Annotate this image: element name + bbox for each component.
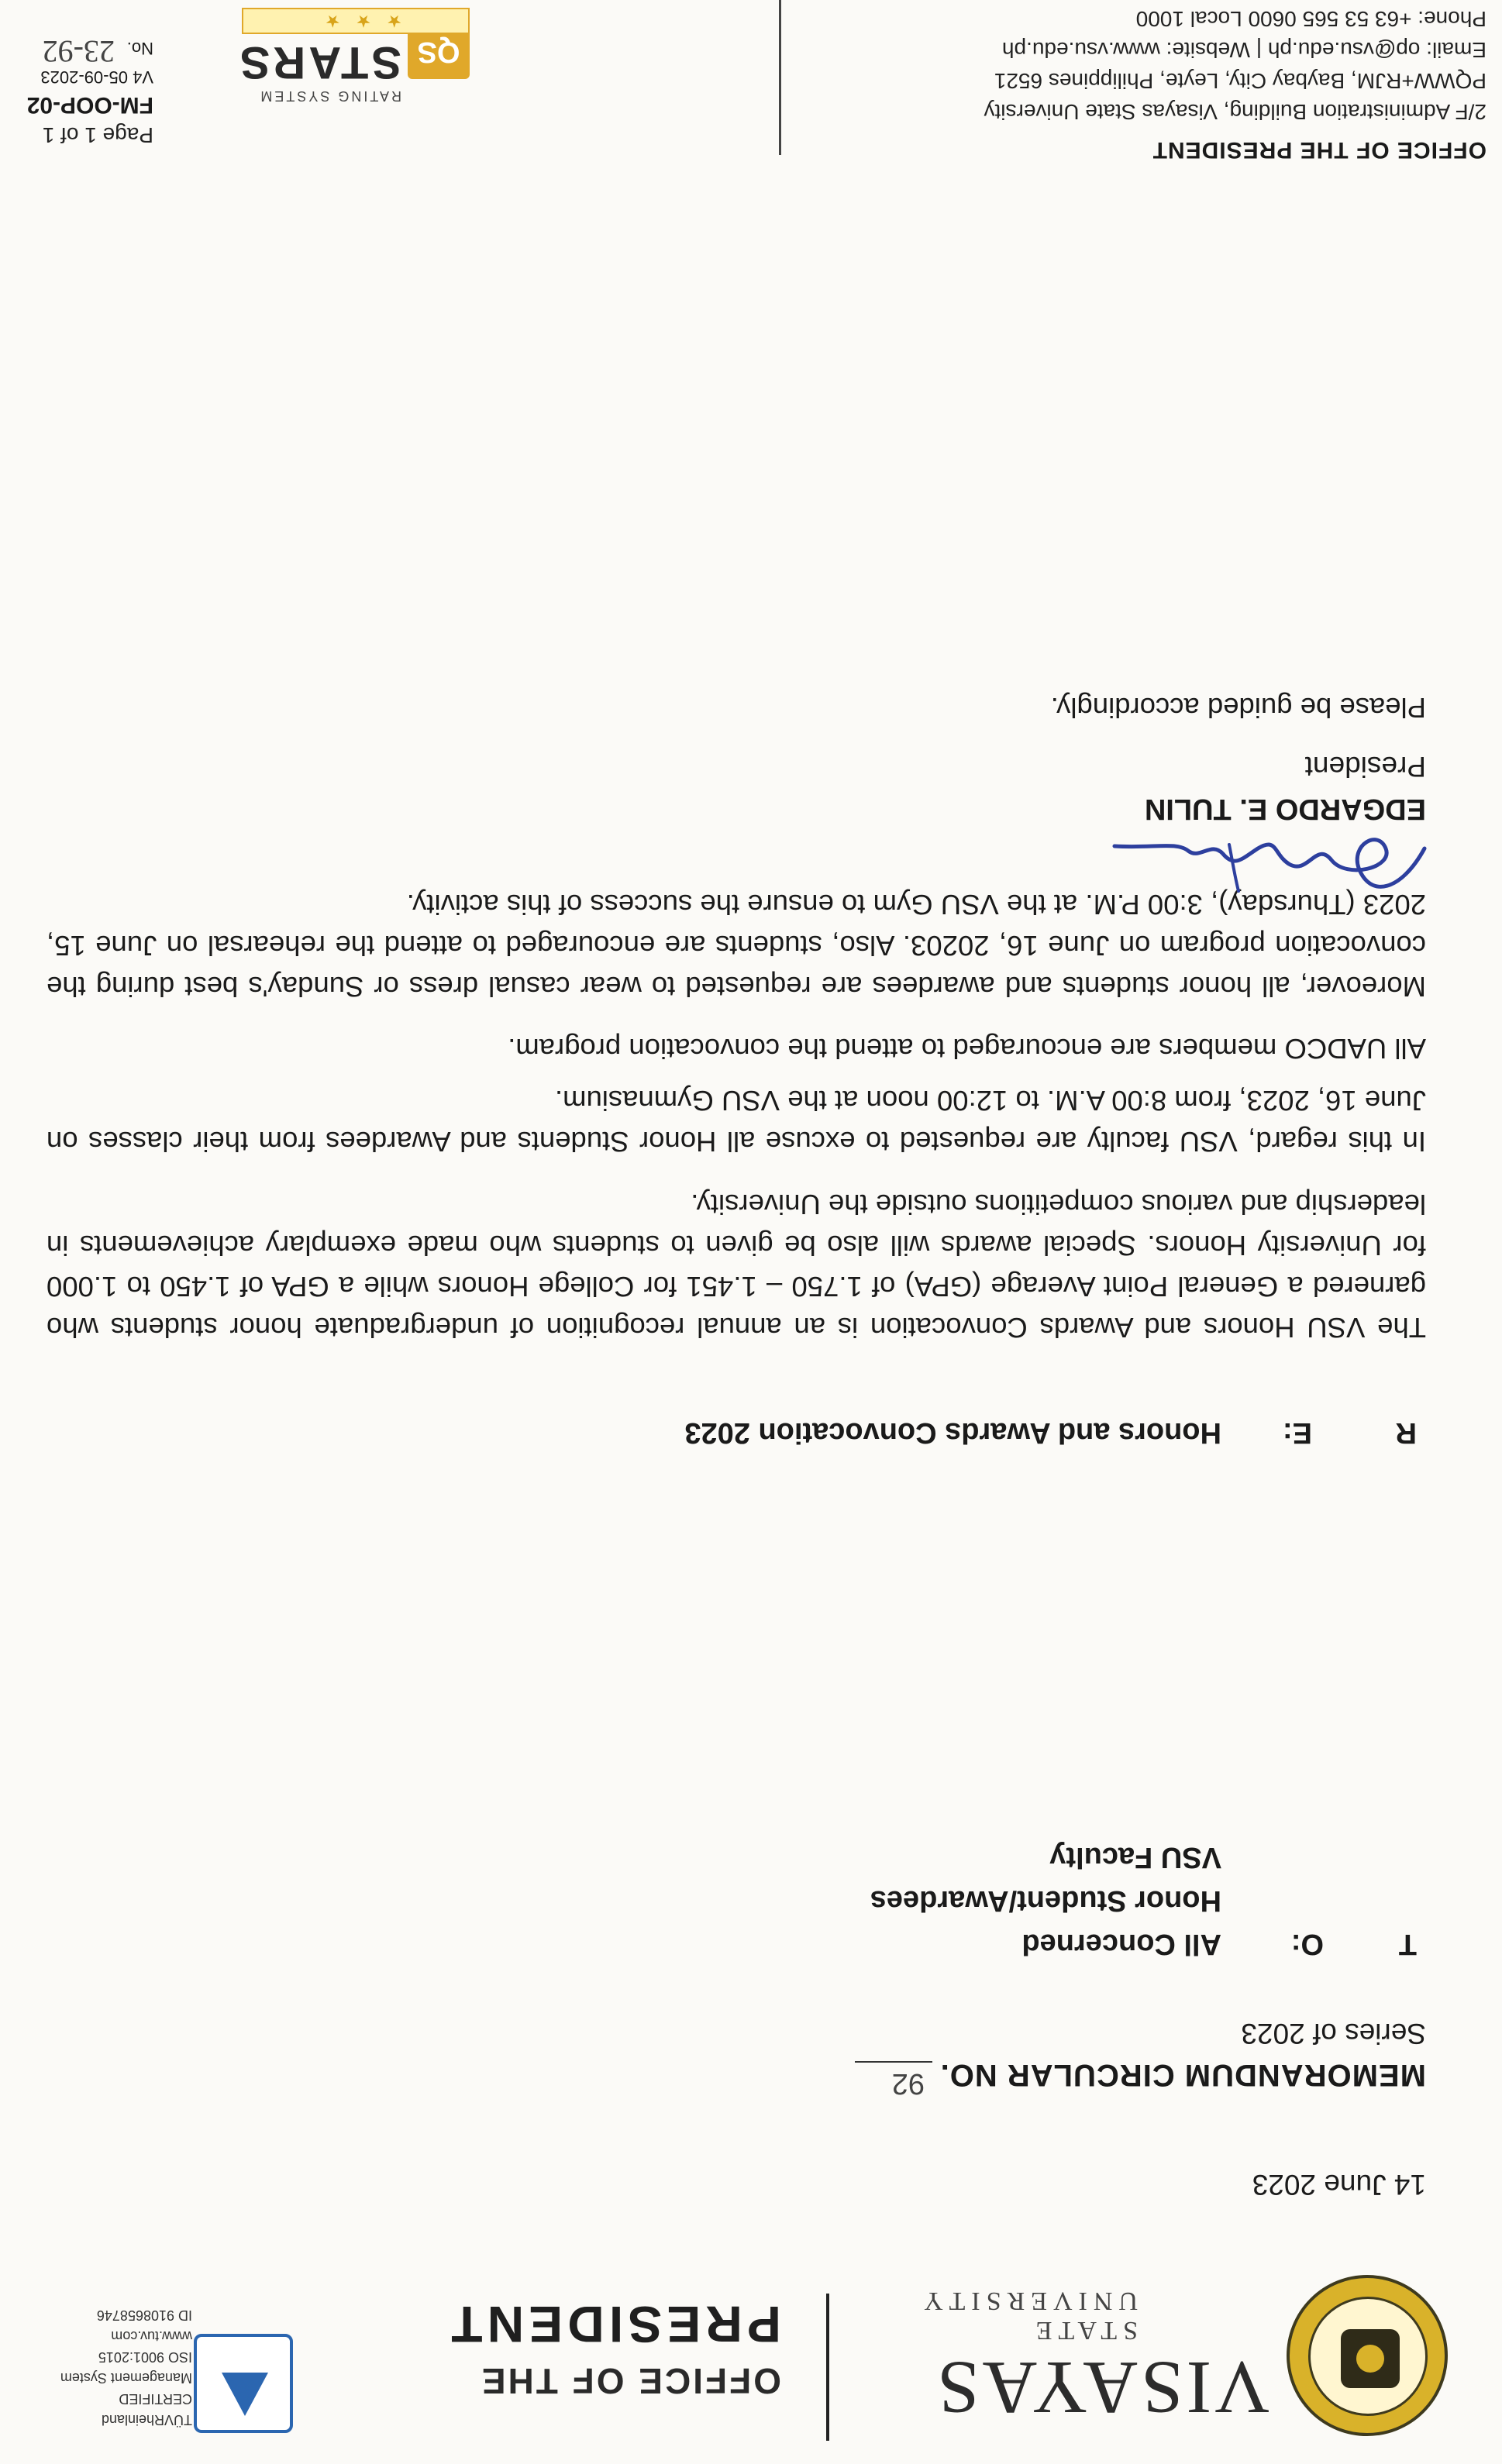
stars-wordmark: STARS <box>236 37 401 88</box>
header-divider <box>826 2294 829 2441</box>
to-recipient-2: Honor Student/Awardees <box>870 1884 1221 1917</box>
form-version: V4 05-09-2023 <box>40 67 153 87</box>
stars-rating-icon: ★★★ <box>242 8 470 34</box>
certification-text: TÜVRheinland CERTIFIED Management System ISO 9001:2015 www.tuv.com ID 9108658746 <box>60 2307 192 2428</box>
to-colon: O: <box>1290 1928 1324 1960</box>
footer-contact: Email: op@vsu.edu.ph | Website: www.vsu.edu.ph <box>1001 38 1486 62</box>
body-paragraph-3: All UADCO members are encouraged to attend the convocation program. <box>508 1033 1426 1065</box>
letterhead <box>0 2286 1502 2464</box>
memo-series: Series of 2023 <box>1241 2018 1426 2049</box>
re-key: R <box>1395 1416 1417 1449</box>
body-paragraph-1: The VSU Honors and Awards Convocation is an annual recognition of undergraduate honor students who garnered a General Point Average (GPA) of 1.750 – 1.451 for College Honors while a GPA of 1.450 to 1.000 for University Honors. Special awards will also be given to students who made exemplary achievements in leadership and various competitions outside the University. <box>47 1189 1426 1344</box>
office-line-1: OFFICE OF THE <box>479 2361 781 2401</box>
footer-office: OFFICE OF THE PRESIDENT <box>1152 137 1486 163</box>
university-seal-icon <box>1287 2275 1448 2436</box>
signatory-position: President <box>1304 751 1426 783</box>
form-code: FM-OOP-02 <box>26 92 153 118</box>
body-paragraph-5: Please be guided accordingly. <box>1050 692 1426 724</box>
memo-title: MEMORANDUM CIRCULAR NO. <box>939 2058 1426 2092</box>
to-recipient-1: All Concerned <box>1021 1928 1221 1960</box>
university-wordmark <box>882 2286 1269 2429</box>
stars-subtitle: RATING SYSTEM <box>258 88 401 104</box>
re-subject: Honors and Awards Convocation 2023 <box>684 1416 1221 1449</box>
form-number-value: 23-92 <box>42 34 115 69</box>
memo-number-underline <box>855 2061 932 2063</box>
to-key: T <box>1398 1928 1417 1960</box>
footer-phone: Phone: +63 53 565 0600 Local 1000 <box>1135 7 1486 31</box>
footer-address-1: 2/F Administration Building, Visayas State University <box>984 100 1486 124</box>
university-subtitle: STATE UNIVERSITY <box>918 2287 1138 2345</box>
memo-date: 14 June 2023 <box>1252 2169 1426 2201</box>
form-number-label: No. <box>126 39 153 58</box>
re-colon: E: <box>1283 1416 1312 1449</box>
tuv-logo-icon <box>194 2334 293 2433</box>
qs-logo-icon: QS <box>408 25 470 79</box>
document-footer <box>0 0 1502 170</box>
signatory-name: EDGARDO E. TULIN <box>1144 793 1426 825</box>
office-line-2: PRESIDENT <box>446 2296 781 2353</box>
university-name: VISAYAS <box>934 2345 1269 2429</box>
footer-divider <box>779 0 781 155</box>
tuv-certification-badge <box>37 2309 293 2433</box>
body-paragraph-2: In this regard, VSU faculty are requested to excuse all Honor Students and Awardees from their classes on June 16, 2023, from 8:00 A.M. to 12:00 noon at the VSU Gymnasium. <box>47 1085 1426 1158</box>
body-paragraph-4: Moreover, all honor students and awardees are requested to wear casual dress or Sunday's best during the convocation program on June 16, 20203. Also, students are encouraged to attend the rehearsal on June 15, 2023 (Thursday), 3:00 P.M. at the VSU Gym to ensure the success of this activity. <box>47 889 1426 1003</box>
office-heading <box>446 2295 781 2402</box>
footer-address-2: PQWW+RJM, Baybay City, Leyte, Philippines 6521 <box>994 69 1486 93</box>
memo-number: 92 <box>891 2067 925 2100</box>
to-recipient-3: VSU Faculty <box>1049 1841 1221 1874</box>
page-number: Page 1 of 1 <box>42 123 153 147</box>
